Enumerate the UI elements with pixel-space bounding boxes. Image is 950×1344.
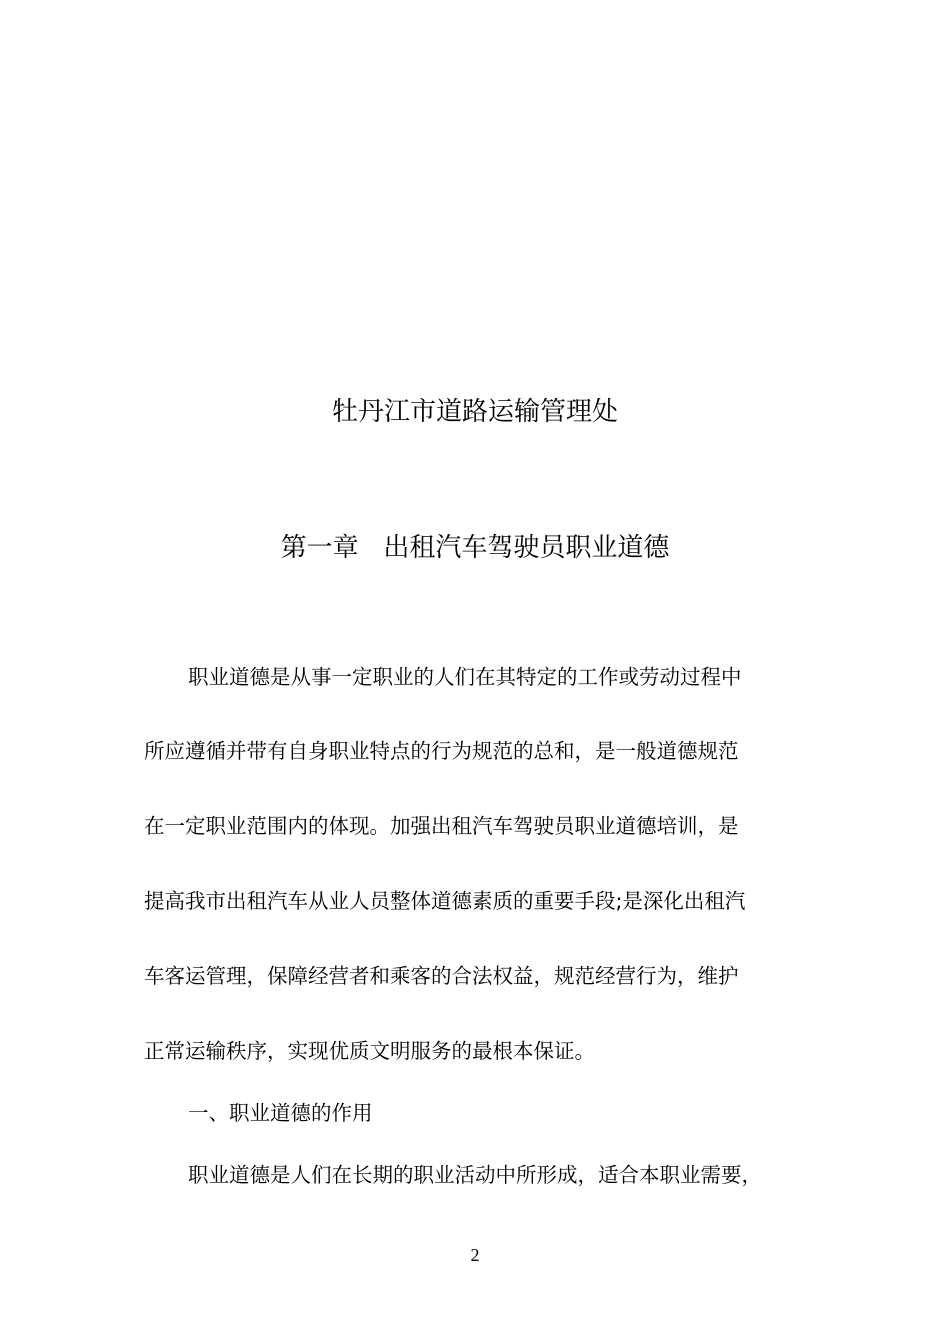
chapter-title: 第一章 出租汽车驾驶员职业道德 (280, 533, 670, 563)
paragraph-line: 提高我市出租汽车从业人员整体道德素质的重要手段;是深化出租汽 (144, 889, 746, 913)
paragraph-line: 在一定职业范围内的体现。加强出租汽车驾驶员职业道德培训，是 (144, 814, 739, 838)
paragraph-line: 正常运输秩序，实现优质文明服务的最根本保证。 (144, 1039, 595, 1063)
paragraph-line: 所应遵循并带有自身职业特点的行为规范的总和，是一般道德规范 (144, 739, 739, 763)
section-heading: 一、职业道德的作用 (188, 1101, 373, 1125)
page-number: 2 (470, 1245, 480, 1265)
paragraph-line: 车客运管理，保障经营者和乘客的合法权益，规范经营行为，维护 (144, 964, 739, 988)
paragraph-line: 职业道德是人们在长期的职业活动中所形成，适合本职业需要， (188, 1163, 762, 1187)
organization-title: 牡丹江市道路运输管理处 (331, 397, 618, 427)
paragraph-line: 职业道德是从事一定职业的人们在其特定的工作或劳动过程中 (188, 665, 742, 689)
